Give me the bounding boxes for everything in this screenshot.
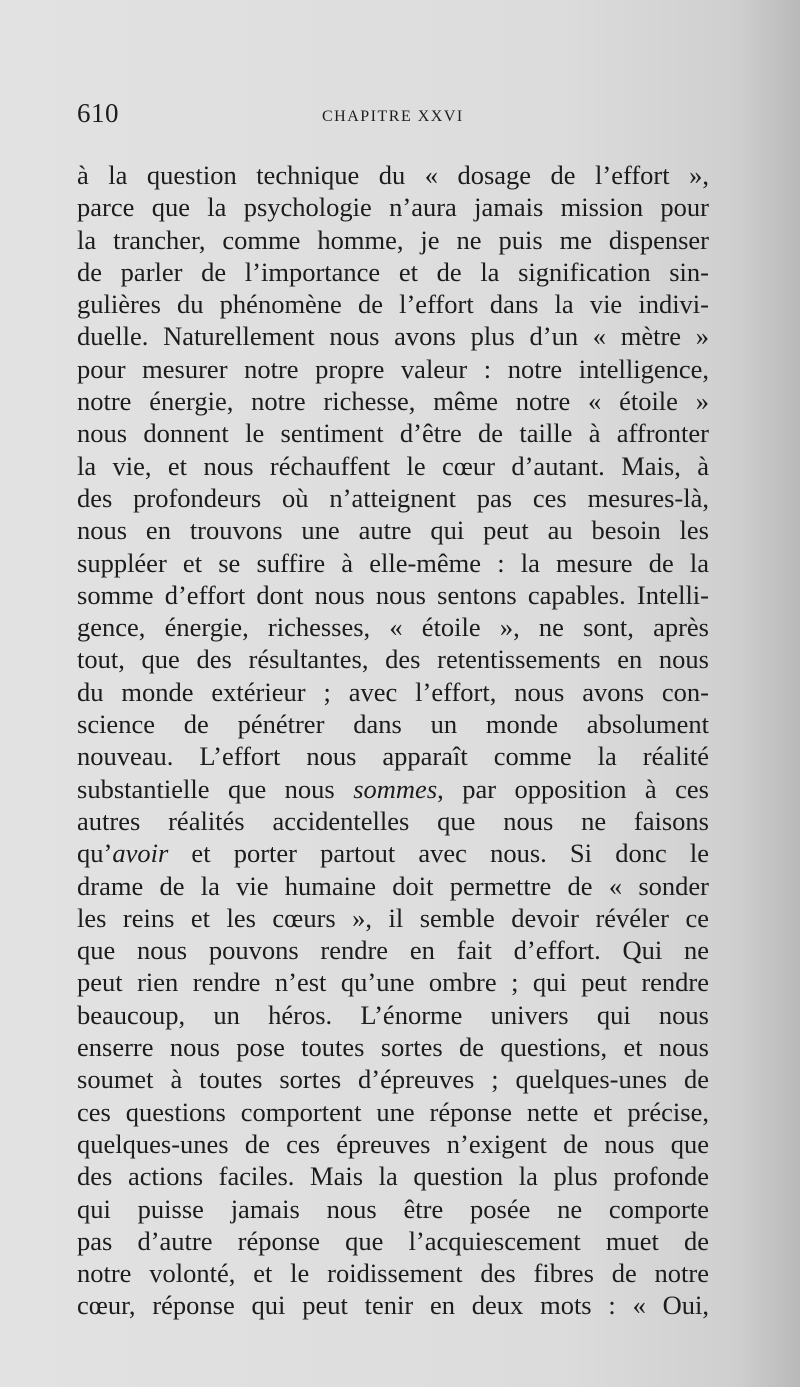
text-line: nouveau. L’effort nous apparaît comme la réalité — [77, 741, 709, 772]
text-line: drame de la vie humaine doit permettre de « sonder — [77, 870, 709, 901]
text-line: les reins et les cœurs », il semble devoir révéler ce — [77, 902, 709, 933]
running-title: CHAPITRE XXVI — [322, 108, 464, 125]
text-line: ces questions comportent une réponse nette et précise, — [77, 1096, 709, 1127]
text-line: des actions faciles. Mais la question la plus profonde — [77, 1161, 709, 1192]
text-line: nous en trouvons une autre qui peut au besoin les — [77, 515, 709, 546]
text-line: qu’avoir et porter partout avec nous. Si donc le — [77, 838, 709, 869]
text-line: autres réalités accidentelles que nous ne faisons — [77, 805, 709, 836]
text-line: suppléer et se suffire à elle-même : la mesure de la — [77, 547, 709, 578]
text-line: nous donnent le sentiment d’être de taille à affronter — [77, 418, 709, 449]
text-line: à la question technique du « dosage de l’effort », — [77, 160, 709, 190]
text-line: de parler de l’importance et de la signification sin- — [77, 256, 709, 287]
text-line: tout, que des résultantes, des retentissements en nous — [77, 644, 709, 675]
text-line: la trancher, comme homme, je ne puis me dispenser — [77, 224, 709, 255]
page-header — [77, 98, 707, 138]
text-line: qui puisse jamais nous être posée ne comporte — [77, 1193, 709, 1224]
text-line: du monde extérieur ; avec l’effort, nous avons con- — [77, 676, 709, 707]
text-line: parce que la psychologie n’aura jamais mission pour — [77, 192, 709, 223]
text-line: beaucoup, un héros. L’énorme univers qui nous — [77, 999, 709, 1030]
text-line: gulières du phénomène de l’effort dans la vie indivi- — [77, 289, 709, 320]
text-line: substantielle que nous sommes, par opposition à ces — [77, 773, 709, 804]
text-line: enserre nous pose toutes sortes de questions, et nous — [77, 1032, 709, 1063]
text-line: quelques-unes de ces épreuves n’exigent de nous que — [77, 1128, 709, 1159]
text-line: la vie, et nous réchauffent le cœur d’autant. Mais, à — [77, 450, 709, 481]
page-number: 610 — [77, 98, 119, 128]
text-line: notre énergie, notre richesse, même notre « étoile » — [77, 386, 709, 417]
text-line: duelle. Naturellement nous avons plus d’un « mètre » — [77, 321, 709, 352]
text-line: peut rien rendre n’est qu’une ombre ; qui peut rendre — [77, 967, 709, 998]
text-line: science de pénétrer dans un monde absolument — [77, 709, 709, 740]
text-line: cœur, réponse qui peut tenir en deux mots : « Oui, — [77, 1290, 709, 1321]
text-line: pas d’autre réponse que l’acquiescement muet de — [77, 1225, 709, 1256]
text-line: gence, énergie, richesses, « étoile », ne sont, après — [77, 612, 709, 643]
text-line: pour mesurer notre propre valeur : notre intelligence, — [77, 353, 709, 384]
text-line: que nous pouvons rendre en fait d’effort. Qui ne — [77, 935, 709, 966]
text-line: notre volonté, et le roidissement des fibres de notre — [77, 1258, 709, 1289]
text-line: somme d’effort dont nous nous sentons capables. Intelli- — [77, 579, 709, 610]
body-text — [77, 159, 709, 1322]
text-line: des profondeurs où n’atteignent pas ces mesures-là, — [77, 482, 709, 513]
text-line: soumet à toutes sortes d’épreuves ; quelques-unes de — [77, 1064, 709, 1095]
